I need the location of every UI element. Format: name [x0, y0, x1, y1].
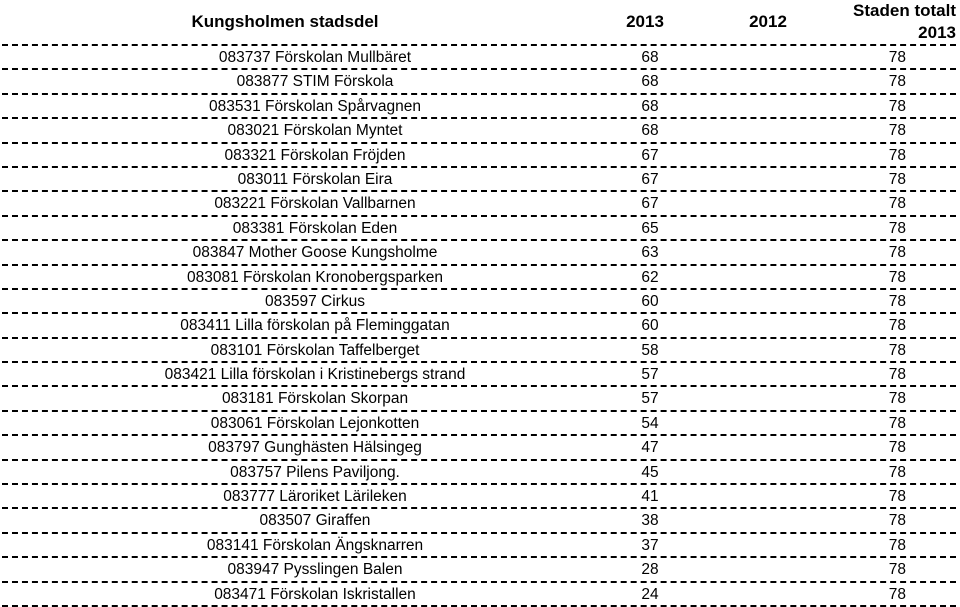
- value-city-total: 78: [888, 439, 906, 457]
- table-row: [0, 168, 960, 192]
- preschool-name: 083507 Giraffen: [259, 512, 371, 530]
- value-2013: 62: [641, 268, 659, 286]
- table-row: [0, 95, 960, 119]
- value-2013: 60: [641, 292, 659, 310]
- value-city-total: 78: [888, 512, 906, 530]
- value-city-total: 78: [888, 561, 906, 579]
- table-row: [0, 363, 960, 387]
- value-city-total: 78: [888, 488, 906, 506]
- value-city-total: 78: [888, 292, 906, 310]
- value-2013: 57: [641, 366, 659, 384]
- table-row: [0, 339, 960, 363]
- table-header: [0, 0, 960, 44]
- value-2013: 65: [641, 219, 659, 237]
- value-2013: 68: [641, 122, 659, 140]
- preschool-name: 083321 Förskolan Fröjden: [224, 146, 406, 164]
- table-row: [0, 558, 960, 582]
- value-2013: 67: [641, 146, 659, 164]
- preschool-name: 083877 STIM Förskola: [236, 73, 394, 91]
- table-row: [0, 534, 960, 558]
- table-row: [0, 217, 960, 241]
- value-city-total: 78: [888, 414, 906, 432]
- value-city-total: 78: [888, 122, 906, 140]
- value-2013: 38: [641, 512, 659, 530]
- table-row: [0, 290, 960, 314]
- value-city-total: 78: [888, 73, 906, 91]
- table-row: [0, 412, 960, 436]
- preschool-name: 083471 Förskolan Iskristallen: [214, 585, 416, 603]
- value-2013: 28: [641, 561, 659, 579]
- value-2013: 57: [641, 390, 659, 408]
- value-city-total: 78: [888, 268, 906, 286]
- preschool-name: 083737 Förskolan Mullbäret: [218, 49, 412, 66]
- value-2013: 67: [641, 195, 659, 213]
- header-district: Kungsholmen stadsdel: [191, 12, 379, 31]
- table-row: [0, 144, 960, 168]
- value-2013: 68: [641, 73, 659, 91]
- preschool-name: 083531 Förskolan Spårvagnen: [209, 97, 421, 115]
- preschool-name: 083597 Cirkus: [265, 292, 365, 310]
- table-row: [0, 70, 960, 94]
- preschool-name: 083421 Lilla förskolan i Kristinebergs strand: [164, 366, 466, 384]
- preschool-name: 083221 Förskolan Vallbarnen: [214, 195, 416, 213]
- preschool-name: 083021 Förskolan Myntet: [227, 122, 403, 140]
- value-city-total: 78: [888, 195, 906, 213]
- preschool-name: 083181 Förskolan Skorpan: [221, 390, 409, 408]
- table-row: [0, 119, 960, 143]
- preschool-name: 083381 Förskolan Eden: [232, 219, 398, 237]
- preschool-name: 083757 Pilens Paviljong.: [230, 463, 400, 481]
- value-city-total: 78: [888, 146, 906, 164]
- value-2013: 68: [641, 97, 659, 115]
- value-city-total: 78: [888, 463, 906, 481]
- value-2013: 24: [641, 585, 659, 603]
- table-row: [0, 436, 960, 460]
- value-2013: 63: [641, 244, 659, 262]
- table-row: [0, 509, 960, 533]
- value-2013: 41: [641, 488, 659, 506]
- table-row: [0, 485, 960, 509]
- header-2013: 2013: [626, 12, 664, 31]
- preschool-name: 083411 Lilla förskolan på Fleminggatan: [180, 317, 450, 335]
- value-city-total: 78: [888, 585, 906, 603]
- header-city-total-line2: 2013: [918, 23, 956, 42]
- value-city-total: 78: [888, 170, 906, 188]
- preschool-name: 083141 Förskolan Ängsknarren: [206, 536, 424, 554]
- preschool-name: 083061 Förskolan Lejonkotten: [210, 414, 420, 432]
- preschool-name: 083101 Förskolan Taffelberget: [210, 341, 420, 359]
- value-city-total: 78: [888, 536, 906, 554]
- value-city-total: 78: [888, 244, 906, 262]
- value-city-total: 78: [888, 366, 906, 384]
- table-row: [0, 314, 960, 338]
- header-city-total: [820, 0, 956, 44]
- table-row: [0, 387, 960, 411]
- value-city-total: 78: [888, 219, 906, 237]
- header-2012: 2012: [749, 12, 787, 31]
- table-body: [0, 46, 960, 607]
- table-row: [0, 46, 960, 70]
- value-city-total: 78: [888, 390, 906, 408]
- value-2013: 60: [641, 317, 659, 335]
- header-city-total-line1: Staden totalt: [853, 1, 956, 20]
- preschool-name: 083081 Förskolan Kronobergsparken: [187, 268, 443, 286]
- table-row: [0, 192, 960, 216]
- value-city-total: 78: [888, 341, 906, 359]
- preschool-name: 083947 Pysslingen Balen: [227, 561, 403, 579]
- table-row: [0, 461, 960, 485]
- value-2013: 45: [641, 463, 659, 481]
- table-row: [0, 583, 960, 607]
- value-city-total: 78: [888, 49, 906, 66]
- value-city-total: 78: [888, 317, 906, 335]
- table-row: [0, 241, 960, 265]
- value-2013: 47: [641, 439, 659, 457]
- value-2013: 54: [641, 414, 659, 432]
- value-2013: 37: [641, 536, 659, 554]
- value-city-total: 78: [888, 97, 906, 115]
- value-2013: 67: [641, 170, 659, 188]
- preschool-name: 083777 Läroriket Lärileken: [223, 488, 407, 506]
- value-2013: 58: [641, 341, 659, 359]
- preschool-name: 083797 Gunghästen Hälsingeg: [208, 439, 422, 457]
- table-row: [0, 266, 960, 290]
- value-2013: 68: [641, 49, 659, 66]
- preschool-name: 083847 Mother Goose Kungsholme: [192, 244, 438, 262]
- preschool-name: 083011 Förskolan Eira: [237, 170, 393, 188]
